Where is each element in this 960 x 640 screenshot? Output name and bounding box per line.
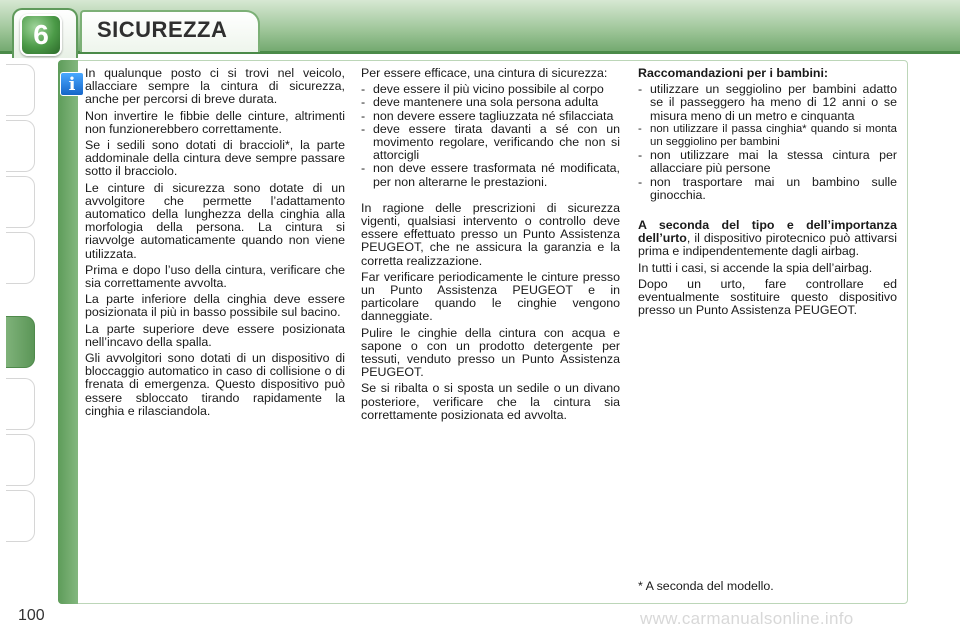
paragraph: Se si ribalta o si sposta un sedile o un divano posteriore, verificare che la cintura sia correttamente posizionata ed avvolta. [361, 381, 620, 422]
airbag-paragraph [638, 219, 897, 259]
list-item: - non trasportare mai un bambino sulle ginocchia. [638, 176, 897, 202]
list-item: - non devere essere tagliuzzata né sfilacciata [361, 110, 620, 123]
list-item: - deve essere il più vicino possibile al corpo [361, 83, 620, 96]
paragraph: Pulire le cinghie della cintura con acqua e sapone o con un prodotto detergente per tessuti, venduto presso un Punto Assistenza PEUGEOT. [361, 325, 620, 380]
paragraph: La parte inferiore della cinghia deve essere posizionata il più in basso possibile sul bacino. [85, 292, 345, 320]
children-heading: Raccomandazioni per i bambini: [638, 66, 829, 80]
paragraph: La parte superiore deve essere posizionata nell’incavo della spalla. [85, 321, 345, 349]
list-item: - non utilizzare il passa cinghia* quando si monta un seggiolino per bambini [638, 123, 897, 149]
requirements-list [361, 83, 620, 189]
column-2 [361, 67, 620, 425]
thumb-tab [6, 378, 35, 430]
list-item: - non utilizzare mai la stessa cintura per allacciare più persone [638, 149, 897, 175]
paragraph: Dopo un urto, fare controllare ed eventualmente sostituire questo dispositivo presso un Punto Assistenza PEUGEOT. [638, 276, 897, 318]
column-3 [638, 67, 897, 320]
column-1 [85, 67, 345, 421]
footnote: * A seconda del modello. [638, 579, 774, 593]
thumb-tab [6, 434, 35, 486]
list-item: - deve mantenere una sola persona adulta [361, 96, 620, 109]
chapter-number-badge: 6 [20, 14, 62, 56]
watermark: www.carmanualsonline.info [640, 609, 854, 628]
thumb-tab [6, 176, 35, 228]
content-rail [58, 60, 78, 604]
paragraph: Prima e dopo l’uso della cintura, verificare che sia correttamente avvolta. [85, 262, 345, 291]
children-recommendations-list [638, 83, 897, 202]
paragraph: Far verificare periodicamente le cinture presso un Punto Assistenza PEUGEOT e in particolare quando le cinghie vengono danneggiate. [361, 269, 620, 324]
paragraph: Non invertire le fibbie delle cinture, altrimenti non funzionerebbero correttamente. [85, 108, 345, 136]
paragraph: In tutti i casi, si accende la spia dell’airbag. [638, 260, 873, 275]
thumb-tab-active [6, 316, 35, 368]
airbag-text: , il dispositivo pirotecnico può attivarsi prima e indipendentemente dagli airbag. [638, 231, 897, 259]
paragraph: Gli avvolgitori sono dotati di un dispositivo di bloccaggio automatico in caso di collisione o di frenata di emergenza. Questo dispositivo può essere sbloccato tirando rapidamente la cinghia e rilasciandola. [85, 351, 345, 418]
section-title: SICUREZZA [97, 17, 228, 42]
list-item: - utilizzare un seggiolino per bambini adatto se il passeggero ha meno di 12 anni o se misura meno di un metro e cinquanta [638, 83, 897, 123]
thumb-tab [6, 64, 35, 116]
list-item: - deve essere tirata davanti a sé con un movimento regolare, verificando che non si attorcigli [361, 123, 620, 163]
thumb-tab [6, 232, 35, 284]
info-icon: i [60, 72, 84, 96]
page-number: 100 [18, 607, 45, 624]
thumb-tab [6, 120, 35, 172]
thumb-tab [6, 490, 35, 542]
list-item: - non deve essere trasformata né modificata, per non alterarne le prestazioni. [361, 162, 620, 188]
paragraph: Per essere efficace, una cintura di sicurezza: [361, 66, 608, 80]
paragraph: In ragione delle prescrizioni di sicurezza vigenti, qualsiasi intervento o controllo deve essere effettuato presso un Punto Assistenza PEUGEOT, che ne assicura la garanzia e la corretta realizzazione. [361, 200, 620, 268]
paragraph: Se i sedili sono dotati di braccioli*, la parte addominale della cintura deve sempre passare sotto il bracciolo. [85, 138, 345, 179]
paragraph: In qualunque posto ci si trovi nel veicolo, allacciare sempre la cintura di sicurezza, anche per percorsi di breve durata. [85, 66, 345, 107]
spacer [638, 205, 897, 219]
paragraph: Le cinture di sicurezza sono dotate di un avvolgitore che permette l’adattamento automatico della lunghezza della cinghia alla morfologia della persona. La cintura si riavvolge automaticamente quando non viene utilizzata. [85, 180, 345, 261]
airbag-bold-lead: A seconda del tipo e dell’importanza dell’urto [638, 218, 897, 246]
